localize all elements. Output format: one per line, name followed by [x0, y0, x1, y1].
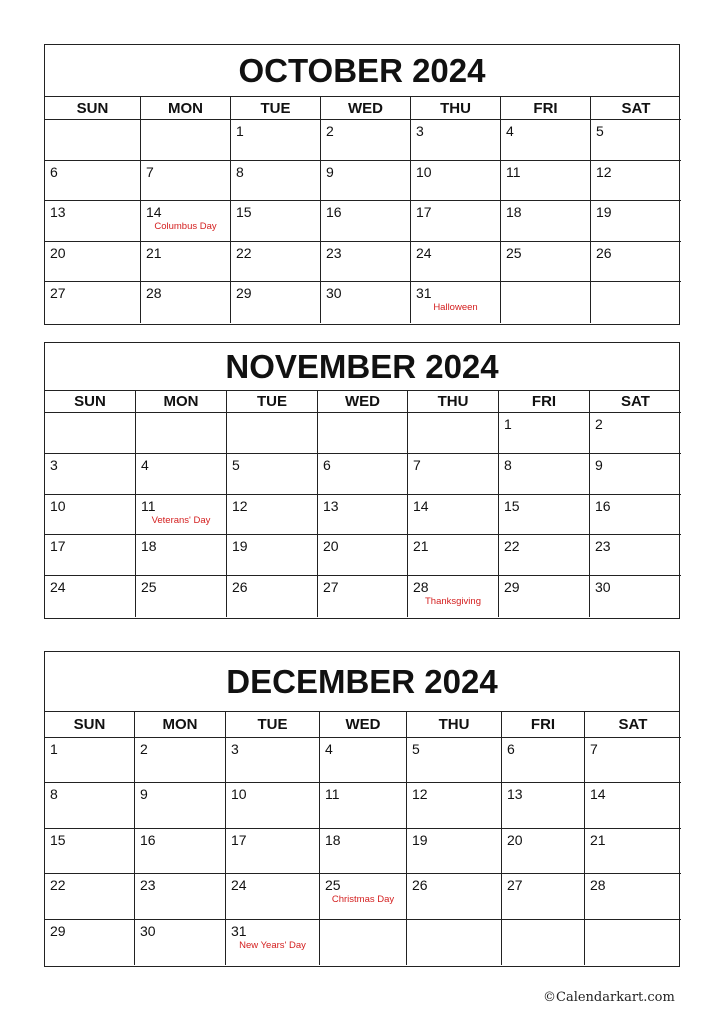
day-number: 2 [326, 123, 334, 139]
day-number: 8 [236, 163, 244, 180]
day-cell [502, 738, 585, 783]
day-cell [411, 161, 501, 202]
day-cell [226, 783, 320, 828]
day-number: 30 [140, 922, 156, 939]
day-cell [502, 829, 585, 874]
day-cell [321, 282, 411, 323]
day-number: 22 [236, 244, 252, 261]
day-number: 31 [231, 922, 247, 939]
day-cell [135, 738, 226, 783]
day-cell [590, 495, 681, 536]
day-cell [408, 576, 499, 617]
day-number: 10 [416, 163, 432, 180]
day-cell [408, 535, 499, 576]
day-number: 27 [507, 877, 523, 894]
weekday-header: TUE [227, 391, 318, 413]
day-number: 2 [140, 741, 148, 757]
day-cell [320, 783, 407, 828]
weekday-header: SAT [585, 712, 681, 738]
day-cell [321, 161, 411, 202]
weekday-header: FRI [502, 712, 585, 738]
day-number: 19 [412, 831, 428, 848]
holiday-label: Thanksgiving [425, 596, 481, 608]
empty-day-cell [408, 413, 499, 454]
weekday-header: WED [318, 391, 408, 413]
weekday-header: MON [136, 391, 227, 413]
weekday-header: THU [411, 97, 501, 120]
empty-day-cell [45, 120, 141, 161]
day-number: 24 [416, 244, 432, 261]
day-number: 13 [323, 497, 339, 514]
day-cell [226, 874, 320, 919]
day-number: 29 [50, 922, 66, 939]
day-number: 20 [323, 538, 339, 555]
day-cell [136, 495, 227, 536]
weekday-header: TUE [226, 712, 320, 738]
holiday-label: New Years' Day [239, 939, 306, 951]
day-number: 13 [507, 786, 523, 803]
holiday-label: Veterans' Day [151, 514, 211, 526]
day-cell [141, 201, 231, 242]
day-number: 24 [50, 579, 66, 596]
holiday-label: Columbus Day [154, 221, 217, 233]
day-number: 30 [595, 579, 611, 596]
day-number: 22 [504, 538, 520, 555]
weekday-header: TUE [231, 97, 321, 120]
month-title: DECEMBER 2024 [45, 652, 679, 712]
day-number: 24 [231, 877, 247, 894]
weekday-header: SAT [590, 391, 681, 413]
day-number: 20 [50, 244, 66, 261]
day-number: 27 [50, 285, 66, 302]
day-number: 4 [506, 123, 514, 139]
weekday-header: SUN [45, 97, 141, 120]
day-cell [502, 783, 585, 828]
day-cell [45, 454, 136, 495]
day-cell [411, 201, 501, 242]
day-number: 12 [596, 163, 612, 180]
day-cell [321, 120, 411, 161]
weekday-header: SAT [591, 97, 681, 120]
day-cell [408, 454, 499, 495]
day-cell [135, 874, 226, 919]
day-number: 7 [146, 163, 154, 180]
day-number: 26 [596, 244, 612, 261]
weekday-header: MON [135, 712, 226, 738]
day-number: 10 [50, 497, 66, 514]
day-number: 5 [596, 123, 604, 139]
day-cell [318, 495, 408, 536]
day-cell [45, 738, 135, 783]
day-number: 4 [325, 741, 333, 757]
day-cell [227, 495, 318, 536]
day-cell [407, 783, 502, 828]
day-number: 12 [232, 497, 248, 514]
day-number: 17 [50, 538, 66, 555]
day-cell [591, 201, 681, 242]
empty-day-cell [502, 920, 585, 965]
day-number: 4 [141, 456, 149, 473]
day-cell [135, 920, 226, 965]
day-cell [318, 576, 408, 617]
day-number: 26 [232, 579, 248, 596]
day-cell [136, 576, 227, 617]
day-cell [499, 576, 590, 617]
day-number: 29 [504, 579, 520, 596]
day-cell [45, 161, 141, 202]
day-cell [141, 242, 231, 283]
day-number: 3 [231, 741, 239, 757]
day-number: 23 [326, 244, 342, 261]
day-cell [585, 783, 681, 828]
day-number: 27 [323, 579, 339, 596]
day-cell [231, 282, 321, 323]
day-number: 28 [413, 579, 429, 596]
empty-day-cell [320, 920, 407, 965]
day-number: 15 [504, 497, 520, 514]
weekday-header: THU [408, 391, 499, 413]
day-number: 6 [50, 163, 58, 180]
day-number: 16 [595, 497, 611, 514]
day-number: 6 [507, 741, 515, 757]
day-number: 22 [50, 877, 66, 894]
day-cell [591, 120, 681, 161]
day-number: 25 [325, 877, 341, 894]
day-number: 21 [146, 244, 162, 261]
day-number: 23 [140, 877, 156, 894]
day-cell [590, 454, 681, 495]
day-cell [321, 201, 411, 242]
day-number: 19 [232, 538, 248, 555]
day-cell [45, 920, 135, 965]
empty-day-cell [585, 920, 681, 965]
holiday-label: Halloween [433, 302, 478, 314]
day-number: 15 [50, 831, 66, 848]
weekday-header: SUN [45, 712, 135, 738]
day-number: 12 [412, 786, 428, 803]
day-number: 3 [50, 456, 58, 473]
day-cell [45, 874, 135, 919]
day-cell [45, 576, 136, 617]
day-cell [318, 535, 408, 576]
day-cell [320, 829, 407, 874]
day-cell [501, 201, 591, 242]
day-number: 17 [231, 831, 247, 848]
day-number: 1 [50, 741, 58, 757]
weekday-header: FRI [499, 391, 590, 413]
day-number: 7 [413, 456, 421, 473]
day-number: 9 [326, 163, 334, 180]
day-cell [501, 242, 591, 283]
day-cell [45, 282, 141, 323]
day-number: 26 [412, 877, 428, 894]
day-cell [226, 920, 320, 965]
day-number: 14 [590, 786, 606, 803]
holiday-label: Christmas Day [331, 894, 395, 906]
day-cell [407, 829, 502, 874]
day-number: 25 [141, 579, 157, 596]
day-number: 7 [590, 741, 598, 757]
day-cell [136, 454, 227, 495]
day-number: 8 [50, 786, 58, 803]
day-number: 1 [504, 416, 512, 432]
day-number: 28 [590, 877, 606, 894]
day-number: 9 [140, 786, 148, 803]
day-cell [585, 874, 681, 919]
day-cell [499, 413, 590, 454]
day-cell [141, 282, 231, 323]
month-title: OCTOBER 2024 [45, 45, 679, 97]
day-cell [411, 282, 501, 323]
day-number: 18 [141, 538, 157, 555]
day-number: 1 [236, 123, 244, 139]
weekday-header: MON [141, 97, 231, 120]
day-cell [590, 413, 681, 454]
day-cell [585, 738, 681, 783]
day-cell [591, 161, 681, 202]
day-number: 30 [326, 285, 342, 302]
weekday-header: WED [320, 712, 407, 738]
day-number: 14 [413, 497, 429, 514]
november-calendar [44, 342, 680, 619]
day-cell [407, 874, 502, 919]
empty-day-cell [227, 413, 318, 454]
empty-day-cell [318, 413, 408, 454]
day-number: 3 [416, 123, 424, 139]
day-number: 21 [413, 538, 429, 555]
day-number: 20 [507, 831, 523, 848]
day-cell [591, 242, 681, 283]
month-title: NOVEMBER 2024 [45, 343, 679, 391]
day-cell [135, 829, 226, 874]
day-cell [318, 454, 408, 495]
day-cell [45, 535, 136, 576]
day-number: 10 [231, 786, 247, 803]
weekday-header: SUN [45, 391, 136, 413]
day-cell [45, 783, 135, 828]
day-cell [499, 535, 590, 576]
december-calendar [44, 651, 680, 967]
day-number: 23 [595, 538, 611, 555]
day-number: 6 [323, 456, 331, 473]
day-cell [407, 738, 502, 783]
day-number: 25 [506, 244, 522, 261]
day-number: 11 [506, 163, 521, 180]
weekday-header: WED [321, 97, 411, 120]
day-number: 16 [326, 204, 342, 221]
day-number: 21 [590, 831, 606, 848]
day-cell [231, 161, 321, 202]
day-cell [231, 120, 321, 161]
day-cell [408, 495, 499, 536]
day-number: 31 [416, 285, 432, 302]
day-cell [226, 738, 320, 783]
day-cell [45, 829, 135, 874]
october-calendar [44, 44, 680, 325]
day-cell [501, 161, 591, 202]
empty-day-cell [45, 413, 136, 454]
day-number: 8 [504, 456, 512, 473]
day-cell [590, 576, 681, 617]
day-cell [45, 201, 141, 242]
day-number: 11 [325, 786, 340, 803]
day-cell [227, 576, 318, 617]
day-number: 14 [146, 204, 162, 221]
day-number: 16 [140, 831, 156, 848]
day-cell [411, 120, 501, 161]
day-cell [141, 161, 231, 202]
day-cell [499, 454, 590, 495]
day-cell [499, 495, 590, 536]
empty-day-cell [501, 282, 591, 323]
day-cell [227, 454, 318, 495]
day-cell [45, 495, 136, 536]
day-number: 13 [50, 204, 66, 221]
day-number: 28 [146, 285, 162, 302]
weekday-header: THU [407, 712, 502, 738]
copyright-footer: ©Calendarkart.com [543, 990, 675, 1005]
day-cell [585, 829, 681, 874]
day-number: 29 [236, 285, 252, 302]
day-number: 2 [595, 416, 603, 432]
day-cell [136, 535, 227, 576]
day-number: 18 [325, 831, 341, 848]
day-cell [227, 535, 318, 576]
day-cell [411, 242, 501, 283]
weekday-header: FRI [501, 97, 591, 120]
day-cell [501, 120, 591, 161]
day-number: 5 [232, 456, 240, 473]
day-number: 17 [416, 204, 432, 221]
empty-day-cell [591, 282, 681, 323]
day-cell [231, 201, 321, 242]
empty-day-cell [407, 920, 502, 965]
day-cell [226, 829, 320, 874]
day-cell [321, 242, 411, 283]
day-cell [320, 874, 407, 919]
day-number: 11 [141, 497, 156, 514]
empty-day-cell [136, 413, 227, 454]
day-number: 9 [595, 456, 603, 473]
day-cell [231, 242, 321, 283]
day-number: 15 [236, 204, 252, 221]
day-cell [502, 874, 585, 919]
day-cell [590, 535, 681, 576]
day-cell [320, 738, 407, 783]
day-cell [45, 242, 141, 283]
day-number: 5 [412, 741, 420, 757]
day-number: 18 [506, 204, 522, 221]
empty-day-cell [141, 120, 231, 161]
day-cell [135, 783, 226, 828]
day-number: 19 [596, 204, 612, 221]
